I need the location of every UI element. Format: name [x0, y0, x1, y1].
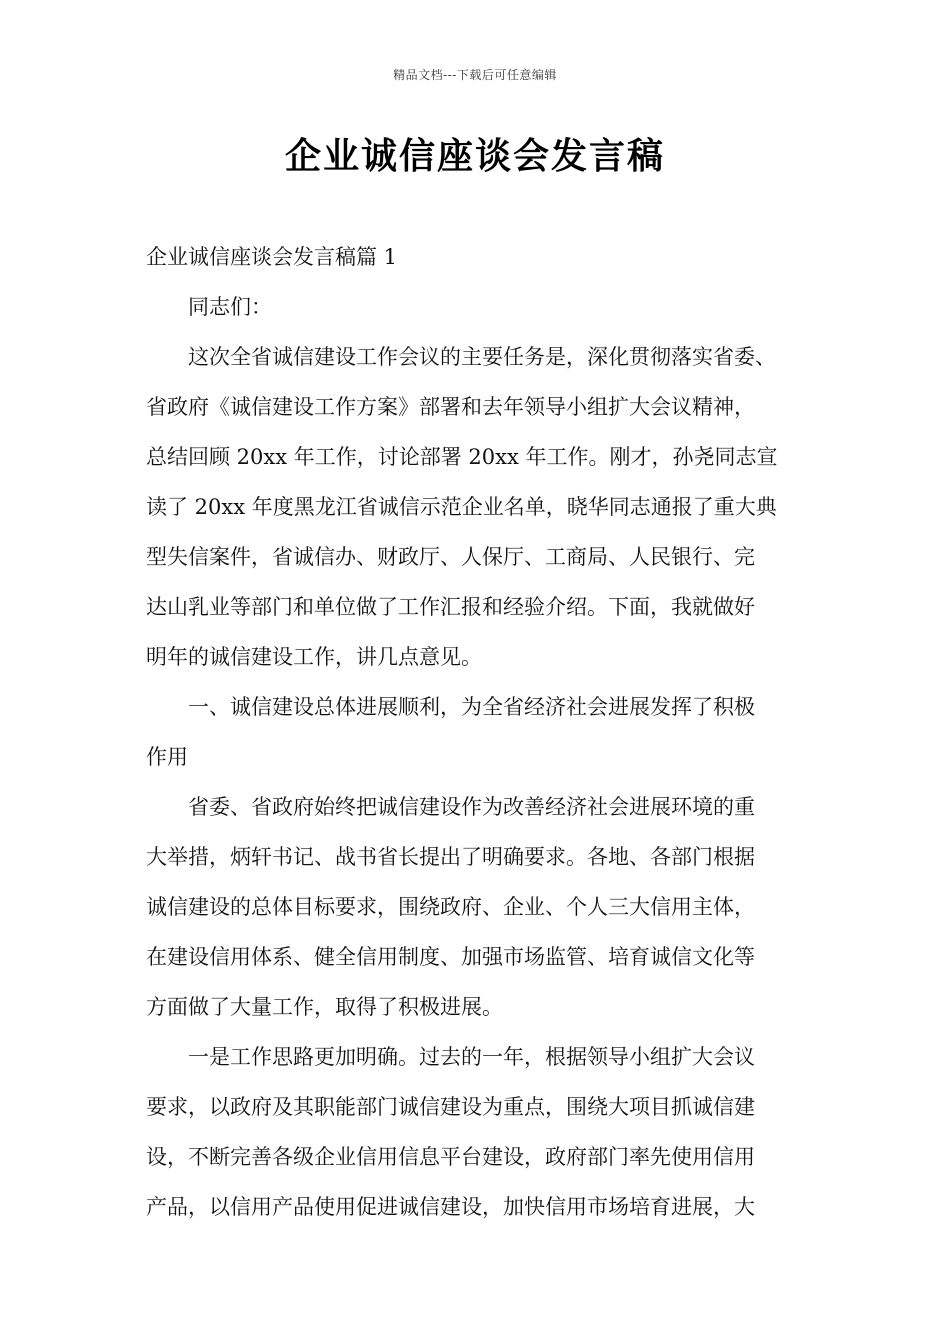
body-line: 这次全省诚信建设工作会议的主要任务是，深化贯彻落实省委、 — [146, 345, 776, 369]
body-line: 达山乳业等部门和单位做了工作汇报和经验介绍。下面，我就做好 — [146, 595, 755, 619]
document-title: 企业诚信座谈会发言稿 — [284, 135, 665, 177]
section-title: 企业诚信座谈会发言稿篇 1 — [146, 245, 398, 269]
body-line: 一、诚信建设总体进展顺利，为全省经济社会进展发挥了积极 — [146, 695, 755, 719]
body-line: 在建设信用体系、健全信用制度、加强市场监管、培育诚信文化等 — [146, 945, 755, 969]
body-line: 型失信案件，省诚信办、财政厅、人保厅、工商局、人民银行、完 — [146, 545, 755, 569]
body-line: 产品，以信用产品使用促进诚信建设，加快信用市场培育进展，大 — [146, 1195, 755, 1219]
document-body — [146, 232, 808, 1232]
body-line: 总结回顾 20xx 年工作，讨论部署 20xx 年工作。刚才，孙尧同志宣 — [146, 445, 778, 469]
body-line: 省委、省政府始终把诚信建设作为改善经济社会进展环境的重 — [146, 795, 755, 819]
body-line: 省政府《诚信建设工作方案》部署和去年领导小组扩大会议精神， — [146, 395, 755, 419]
body-line: 同志们： — [146, 295, 272, 319]
body-line: 大举措，炳轩书记、战书省长提出了明确要求。各地、各部门根据 — [146, 845, 755, 869]
body-line: 设，不断完善各级企业信用信息平台建设，政府部门率先使用信用 — [146, 1145, 755, 1169]
body-line: 一是工作思路更加明确。过去的一年，根据领导小组扩大会议 — [146, 1045, 755, 1069]
body-line: 读了 20xx 年度黑龙江省诚信示范企业名单，晓华同志通报了重大典 — [146, 495, 777, 519]
body-line: 作用 — [146, 745, 188, 769]
body-line: 明年的诚信建设工作，讲几点意见。 — [146, 645, 482, 669]
body-line: 诚信建设的总体目标要求，围绕政府、企业、个人三大信用主体， — [146, 895, 755, 919]
body-line: 方面做了大量工作，取得了积极进展。 — [146, 995, 503, 1019]
header-note: 精品文档---下载后可任意编辑 — [393, 68, 557, 82]
body-line: 要求，以政府及其职能部门诚信建设为重点，围绕大项目抓诚信建 — [146, 1095, 755, 1119]
